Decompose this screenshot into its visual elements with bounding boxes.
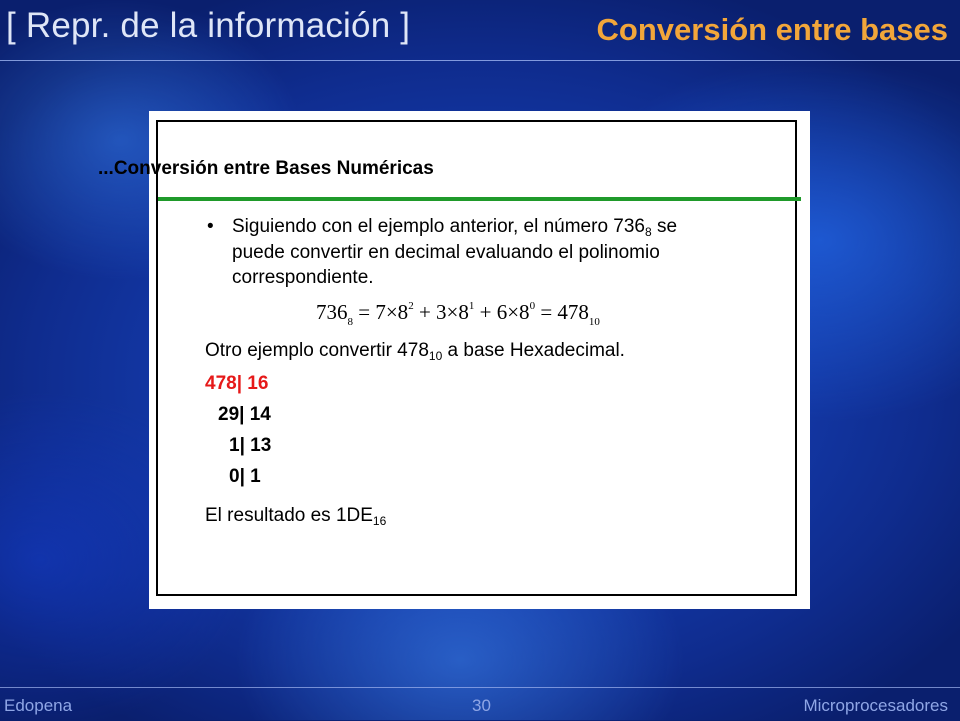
example-intro-tail: a base Hexadecimal. — [442, 340, 625, 361]
division-row: 1| 13 — [229, 435, 272, 456]
bullet-line-3: correspondiente. — [232, 267, 374, 288]
division-row: 29| 14 — [218, 404, 271, 425]
example-intro — [205, 340, 625, 363]
bullet-line-2: puede convertir en decimal evaluando el polinomio — [232, 242, 660, 263]
formula-lhs-base: 8 — [347, 316, 353, 328]
slide-heading: ...Conversión entre Bases Numéricas — [98, 158, 434, 179]
bullet-line-1-tail: se — [651, 216, 678, 237]
division-row: 0| 1 — [229, 466, 261, 487]
header-subtitle: Conversión entre bases — [596, 12, 948, 47]
example-intro-text: Otro ejemplo convertir 478 — [205, 340, 429, 361]
bullet-marker: • — [207, 216, 214, 237]
division-row: 478| 16 — [205, 373, 269, 394]
polynomial-formula — [316, 300, 600, 328]
bullet-line-1 — [232, 216, 677, 239]
bullet-line-1-text: Siguiendo con el ejemplo anterior, el número 736 — [232, 216, 645, 237]
formula-exp-1: 2 — [408, 300, 414, 312]
formula-exp-2: 1 — [468, 300, 475, 312]
header-title: [ Repr. de la información ] — [6, 6, 411, 45]
formula-term-2: + 3×8 — [413, 300, 469, 324]
formula-rhs: = 478 — [535, 300, 589, 324]
result-line — [205, 505, 386, 528]
bullet-line-1-subscript: 8 — [645, 225, 652, 239]
heading-divider — [158, 197, 801, 201]
footer-page-number: 30 — [472, 696, 491, 715]
result-subscript: 16 — [372, 514, 387, 528]
formula-term-3: + 6×8 — [474, 300, 530, 324]
slide-footer — [0, 687, 960, 721]
formula-lhs: 736 — [316, 300, 348, 324]
footer-author: Edopena — [4, 696, 73, 715]
footer-course: Microprocesadores — [803, 696, 948, 715]
example-intro-subscript: 10 — [428, 349, 443, 363]
formula-rhs-base: 10 — [588, 316, 600, 328]
formula-term-1: = 7×8 — [353, 300, 409, 324]
formula-exp-3: 0 — [529, 300, 536, 312]
result-text: El resultado es 1DE — [205, 505, 373, 526]
